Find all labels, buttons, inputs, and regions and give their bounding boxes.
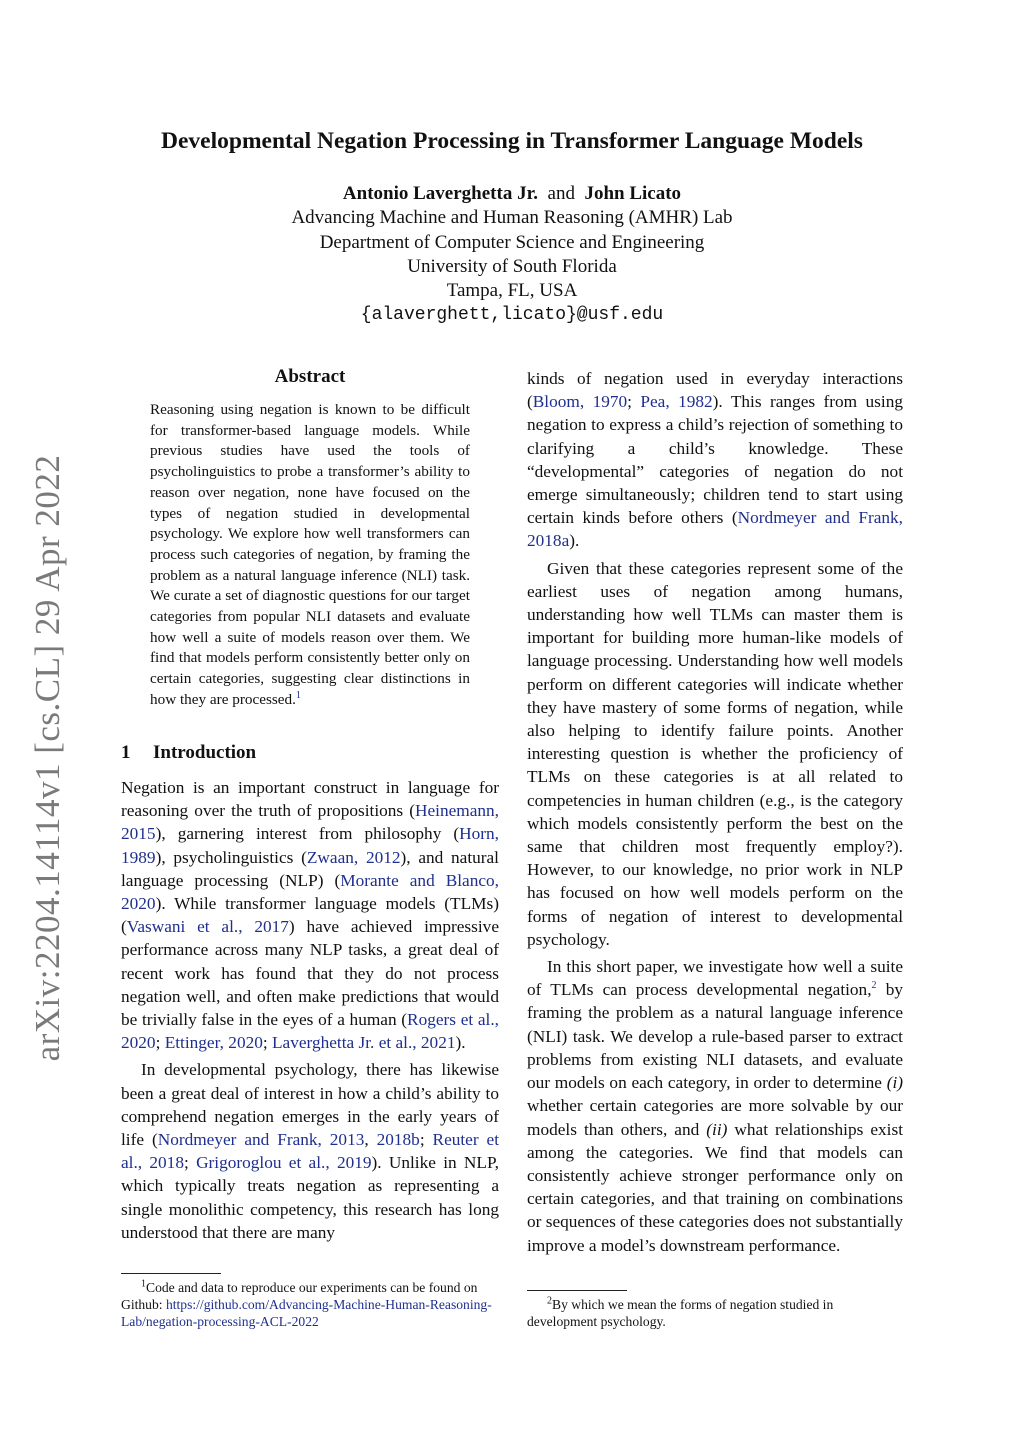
text: In developmental psychology, there has likewise been a great deal of interest in how a child’s ability to comprehend negation emerges in the early years of life ( <box>121 1060 499 1150</box>
intro-paragraph-2 <box>121 1058 499 1244</box>
citation-nordmeyer-2018a[interactable]: Nordmeyer and Frank, 2018a <box>527 508 903 551</box>
author-block <box>0 182 1024 328</box>
text: whether certain categories are more solvable by our models than others, and <box>527 1096 903 1139</box>
text: ; <box>627 392 641 412</box>
text: ). This ranges from using negation to express a child’s rejection of something to clarifying a child’s knowledge. These “developmental” categories of negation do not emerge simultaneously; children tend to start using certain kinds before others ( <box>527 392 903 528</box>
text: ), and natural language processing (NLP) ( <box>121 847 499 890</box>
github-link[interactable]: https://github.com/Advancing-Machine-Human-Reasoning-Lab/negation-processing-ACL-2022 <box>121 1297 492 1329</box>
citation-heinemann[interactable]: Heinemann, 2015 <box>121 801 499 844</box>
citation-pea[interactable]: Pea, 1982 <box>640 392 713 412</box>
affiliation-lab: Advancing Machine and Human Reasoning (AMHR) Lab <box>291 207 733 229</box>
affiliation-dept: Department of Computer Science and Engineering <box>319 231 705 253</box>
author-1: Antonio Laverghetta Jr. <box>342 183 539 204</box>
footnote-2-mark: 2 <box>547 1295 552 1307</box>
citation-zwaan[interactable]: Zwaan, 2012 <box>306 847 401 867</box>
text: ). While transformer language models (TLMs) ( <box>121 894 499 937</box>
abstract-heading: Abstract <box>274 366 346 387</box>
text: ), psycholinguistics ( <box>155 847 307 867</box>
text: what relationships exist among the categories. We find that models can consistently achieve stronger performance only on certain categories, and that training on combinations or sequences of these categories does not substantially improve a model’s downstream performance. <box>527 1119 903 1255</box>
enum-i: (i) <box>886 1073 903 1093</box>
left-column <box>121 776 499 1244</box>
affiliation-location: Tampa, FL, USA <box>446 280 578 302</box>
author-2: John Licato <box>584 183 682 204</box>
section-title: Introduction <box>153 742 257 763</box>
author-email: {alaverghett,licato}@usf.edu <box>360 305 664 326</box>
footnote-1-text: Code and data to reproduce our experiments can be found on Github: <box>121 1280 478 1312</box>
author-names <box>0 182 1024 206</box>
intro-paragraph-4: Given that these categories represent some of the earliest uses of negation among humans, understanding how well TLMs can master them is important for building more human-like models of language processing. Understanding how well models perform on different categories will indicate whether they have mastery of some forms of negation, while also helping to identify failure points. Another interesting question is whether the proficiency of TLMs on these categories is at all related to competencies in human children (e.g., is the category which models consistently perform the best on the same that children most frequently employ?). However, to our knowledge, no prior work in NLP has focused on how well models perform on the forms of negation of interest to developmental psychology. <box>527 558 903 949</box>
enum-ii: (ii) <box>706 1119 728 1139</box>
citation-reuter[interactable]: Reuter et al., 2018 <box>121 1130 500 1173</box>
author-and: and <box>547 183 575 204</box>
citation-grigoroglou[interactable]: Grigoroglou et al., 2019 <box>196 1153 372 1173</box>
arxiv-sidebar-stamp <box>28 448 68 1068</box>
citation-rogers[interactable]: Rogers et al., 2020 <box>121 1010 499 1053</box>
intro-paragraph-3 <box>527 367 903 553</box>
intro-paragraph-1 <box>121 776 499 1054</box>
footnote-rule-left <box>121 1273 221 1274</box>
footnote-2-text: By which we mean the forms of negation studied in development psychology. <box>527 1297 834 1329</box>
footnote-1-mark: 1 <box>141 1278 146 1290</box>
footnote-ref-2[interactable]: 2 <box>871 980 877 992</box>
footnote-1 <box>121 1279 499 1330</box>
footnote-ref-1[interactable]: 1 <box>295 689 301 701</box>
text: , <box>364 1130 377 1150</box>
section-heading-introduction <box>121 742 256 764</box>
citation-bloom[interactable]: Bloom, 1970 <box>532 392 628 412</box>
arxiv-id: arXiv:2204.14114v1 [cs.CL] 29 Apr 2022 <box>28 454 67 1062</box>
citation-nordmeyer-2018b[interactable]: 2018b <box>376 1130 420 1150</box>
citation-morante[interactable]: Morante and Blanco, 2020 <box>121 870 499 914</box>
text: ). <box>455 1033 466 1053</box>
citation-nordmeyer-2013[interactable]: Nordmeyer and Frank, 2013 <box>157 1130 365 1150</box>
text: ; <box>262 1033 272 1053</box>
citation-horn[interactable]: Horn, 1989 <box>121 824 499 867</box>
citation-laverghetta[interactable]: Laverghetta Jr. et al., 2021 <box>272 1033 456 1053</box>
paper-title: Developmental Negation Processing in Transformer Language Models <box>161 128 863 154</box>
text: kinds of negation used in everyday interactions ( <box>527 369 903 412</box>
text: ), garnering interest from philosophy ( <box>155 824 460 844</box>
text: ; <box>155 1033 165 1053</box>
abstract-body <box>150 400 470 711</box>
section-number: 1 <box>121 742 131 763</box>
text: ). <box>569 531 580 551</box>
intro-paragraph-5 <box>527 955 903 1257</box>
affiliation-univ: University of South Florida <box>407 255 617 277</box>
text: by framing the problem as a natural language inference (NLI) task. We develop a rule-based parser to extract problems from existing NLI datasets, and evaluate our models on each category, in order to determine <box>527 980 903 1093</box>
text: ; <box>183 1153 197 1173</box>
text: ) have achieved impressive performance across many NLP tasks, a great deal of recent work has found that they do not process negation well, and often make predictions that would be trivially false in the eyes of a human ( <box>121 917 499 1030</box>
citation-ettinger[interactable]: Ettinger, 2020 <box>164 1033 263 1053</box>
text: In this short paper, we investigate how well a suite of TLMs can process developmental negation, <box>527 957 903 1000</box>
footnote-rule-right <box>527 1290 627 1291</box>
text: Negation is an important construct in language for reasoning over the truth of propositions ( <box>121 778 499 821</box>
citation-vaswani[interactable]: Vaswani et al., 2017 <box>126 917 289 937</box>
abstract-text: Reasoning using negation is known to be difficult for transformer-based language models. While previous studies have used the tools of psycholinguistics to probe a transformer’s ability to reason over negation, none have focused on the types of negation studied in developmental psychology. We explore how well transformers can process such categories of negation, by framing the problem as a natural language inference (NLI) task. We curate a set of diagnostic questions for our target categories from popular NLI datasets and evaluate how well a suite of models reason over them. We find that models perform consistently better only on certain categories, suggesting clear distinctions in how they are processed. <box>150 401 470 708</box>
footnote-2 <box>527 1296 903 1330</box>
right-column <box>527 367 903 1257</box>
text: ). Unlike in NLP, which typically treats negation as representing a single monolithic competency, this research has long understood that there are many <box>121 1153 499 1242</box>
text: ; <box>419 1130 433 1150</box>
